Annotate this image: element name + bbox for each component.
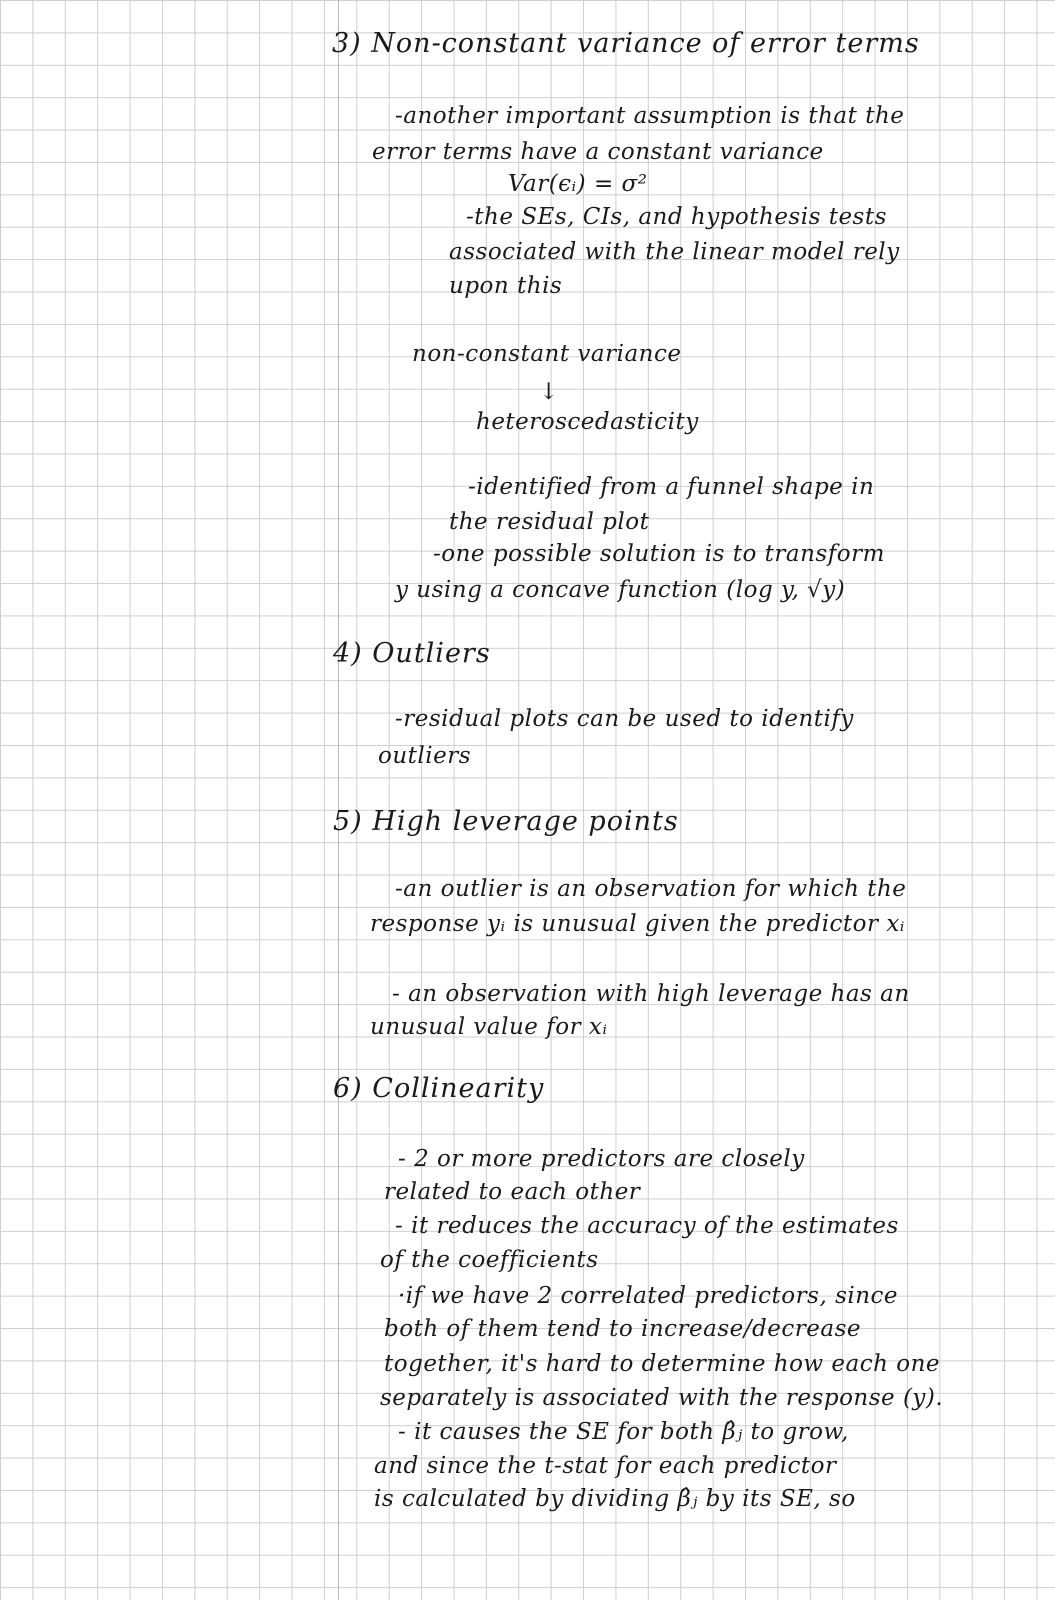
- section-6-heading: 6) Collinearity: [333, 1073, 545, 1104]
- note-line: - it causes the SE for both β̂ⱼ to grow,: [398, 1419, 849, 1445]
- note-line: the residual plot: [449, 509, 650, 535]
- note-line: separately is associated with the response (y).: [380, 1385, 944, 1411]
- section-3-heading: 3) Non-constant variance of error terms: [332, 28, 920, 59]
- note-line: of the coefficients: [380, 1247, 599, 1273]
- note-line: - an observation with high leverage has an: [392, 981, 910, 1007]
- note-line: error terms have a constant variance: [372, 139, 824, 165]
- note-line: together, it's hard to determine how each one: [384, 1351, 941, 1377]
- note-line: outliers: [378, 743, 472, 769]
- equation-line: Var(ϵᵢ) = σ²: [508, 171, 648, 197]
- note-line: -the SEs, CIs, and hypothesis tests: [466, 204, 887, 230]
- note-line: response yᵢ is unusual given the predictor xᵢ: [370, 911, 905, 937]
- note-line: related to each other: [384, 1179, 641, 1205]
- note-line: -another important assumption is that the: [395, 103, 905, 129]
- page-margin-line: [338, 0, 339, 1600]
- section-4-heading: 4) Outliers: [333, 638, 491, 669]
- note-line: -residual plots can be used to identify: [395, 706, 854, 732]
- note-line: associated with the linear model rely: [449, 239, 900, 265]
- note-line: ·if we have 2 correlated predictors, since: [398, 1283, 899, 1309]
- note-line: is calculated by dividing β̂ⱼ by its SE, so: [374, 1486, 856, 1512]
- section-5-heading: 5) High leverage points: [333, 806, 679, 837]
- note-line: and since the t-stat for each predictor: [374, 1453, 837, 1479]
- note-line: - it reduces the accuracy of the estimates: [395, 1213, 899, 1239]
- note-line: y using a concave function (log y, √y): [395, 577, 846, 603]
- down-arrow: ↓: [539, 379, 559, 405]
- note-line: unusual value for xᵢ: [370, 1014, 608, 1040]
- note-line: -identified from a funnel shape in: [468, 474, 875, 500]
- note-line: -an outlier is an observation for which the: [395, 876, 907, 902]
- note-line: both of them tend to increase/decrease: [384, 1316, 861, 1342]
- note-line: upon this: [449, 273, 563, 299]
- note-line: heteroscedasticity: [476, 409, 699, 435]
- note-line: non-constant variance: [412, 341, 682, 367]
- note-line: -one possible solution is to transform: [433, 541, 885, 567]
- note-line: - 2 or more predictors are closely: [398, 1146, 805, 1172]
